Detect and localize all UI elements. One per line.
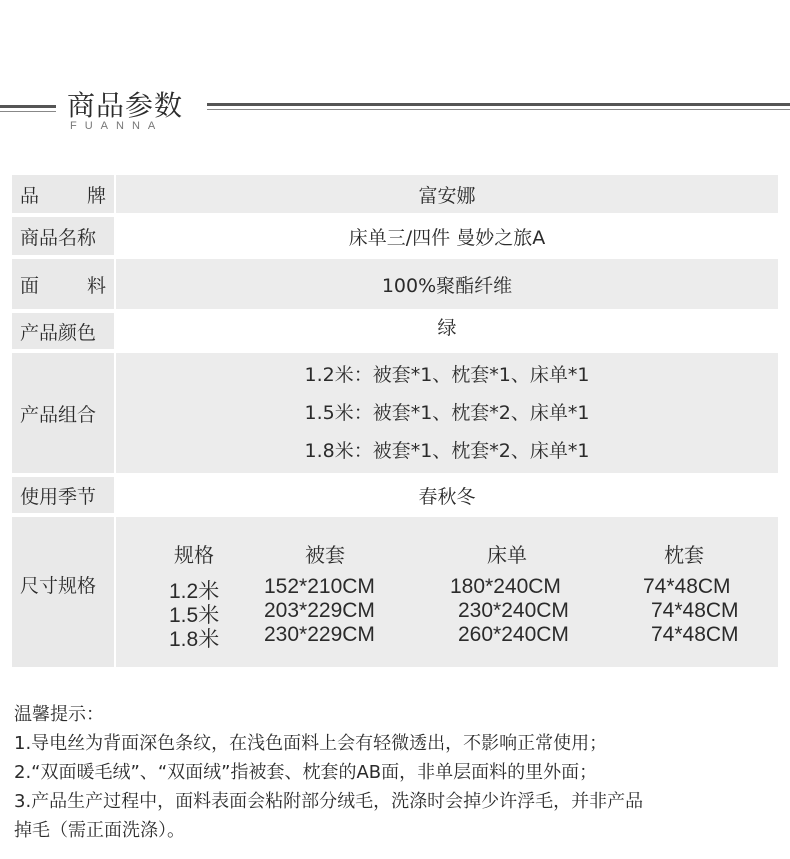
combo-line: 1.5米：被套*1、枕套*2、床单*1 xyxy=(304,402,590,424)
label-size: 尺寸规格 xyxy=(12,517,114,667)
size-cell: 1.8米 xyxy=(169,628,220,651)
section-title: 商品参数 xyxy=(67,89,184,122)
size-cell: 260*240CM xyxy=(458,623,569,646)
size-cell: 152*210CM xyxy=(264,575,375,598)
row-name xyxy=(12,217,778,255)
value-color: 绿 xyxy=(116,313,778,349)
value-fabric: 100%聚酯纤维 xyxy=(116,259,778,309)
size-cell: 74*48CM xyxy=(643,575,731,598)
row-color xyxy=(12,313,778,349)
header-rule-left-thin xyxy=(0,111,56,112)
section-subtitle: FUANNA xyxy=(70,120,164,132)
label-combo: 产品组合 xyxy=(12,353,114,473)
size-header-spec: 规格 xyxy=(174,543,214,567)
size-header-pillow: 枕套 xyxy=(664,543,704,567)
label-season: 使用季节 xyxy=(12,477,114,513)
label-name: 商品名称 xyxy=(12,217,114,255)
tips-item: 2.“双面暖毛绒”、“双面绒”指被套、枕套的AB面，非单层面料的里外面； xyxy=(14,762,598,783)
row-combo xyxy=(12,353,778,473)
value-brand: 富安娜 xyxy=(116,175,778,213)
size-table xyxy=(116,517,778,667)
row-season xyxy=(12,477,778,513)
size-header-sheet: 床单 xyxy=(487,543,527,567)
row-size xyxy=(12,517,778,667)
value-season: 春秋冬 xyxy=(116,477,778,513)
size-cell: 180*240CM xyxy=(450,575,561,598)
size-cell: 74*48CM xyxy=(651,599,739,622)
tips-item: 1.导电丝为背面深色条纹，在浅色面料上会有轻微透出，不影响正常使用； xyxy=(14,733,608,754)
tips-item: 掉毛（需正面洗涤）。 xyxy=(14,820,185,841)
label-color: 产品颜色 xyxy=(12,313,114,349)
combo-line: 1.2米：被套*1、枕套*1、床单*1 xyxy=(304,364,590,386)
section-header xyxy=(0,78,790,138)
header-rule-left xyxy=(0,105,56,108)
header-rule-right-thin xyxy=(207,109,790,110)
row-brand xyxy=(12,175,778,213)
size-cell: 230*229CM xyxy=(264,623,375,646)
label-brand: 品 牌 xyxy=(12,175,114,213)
tips-heading: 温馨提示： xyxy=(14,704,104,725)
tips-section xyxy=(14,700,784,845)
combo-line: 1.8米：被套*1、枕套*2、床单*1 xyxy=(304,440,590,462)
size-cell: 230*240CM xyxy=(458,599,569,622)
tips-item: 3.产品生产过程中，面料表面会粘附部分绒毛，洗涤时会掉少许浮毛，并非产品 xyxy=(14,791,644,812)
size-header-duvet: 被套 xyxy=(305,543,345,567)
label-fabric: 面 料 xyxy=(12,259,114,309)
size-cell: 1.5米 xyxy=(169,604,220,627)
params-table xyxy=(12,175,778,667)
value-name: 床单三/四件 曼妙之旅A xyxy=(116,217,778,255)
size-cell: 74*48CM xyxy=(651,623,739,646)
header-rule-right xyxy=(207,103,790,106)
size-cell: 203*229CM xyxy=(264,599,375,622)
row-fabric xyxy=(12,259,778,309)
value-combo xyxy=(116,353,778,473)
size-cell: 1.2米 xyxy=(169,580,220,603)
